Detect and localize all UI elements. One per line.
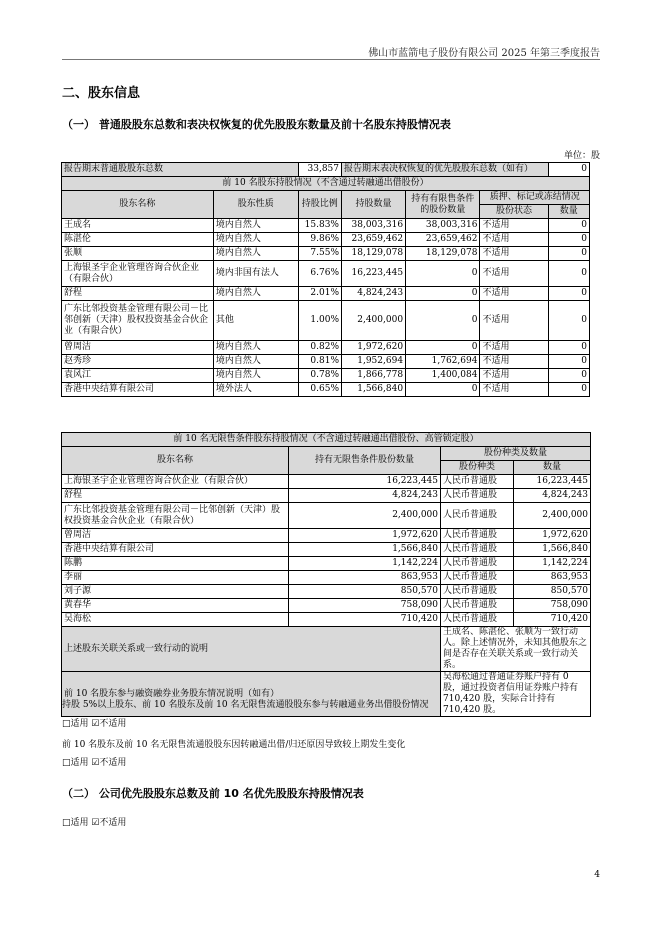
u-cell-name: 广东比邻投资基金管理有限公司－比邻创新（天津）股权投资基金合伙企业（有限合伙） bbox=[62, 503, 289, 529]
relation-row bbox=[62, 627, 591, 672]
header-amount: 持股数量 bbox=[342, 191, 406, 219]
cell-nature: 境外法人 bbox=[213, 383, 298, 397]
u-cell-name: 吴海松 bbox=[62, 613, 289, 627]
u-header-type: 股份种类 bbox=[441, 461, 514, 475]
margin-label: 前 10 名股东参与融资融券业务股东情况说明（如有） bbox=[62, 672, 441, 717]
table-row bbox=[62, 475, 591, 489]
subsection-title-2: （二） 公司优先股股东总数及前 10 名优先股股东持股情况表 bbox=[62, 787, 364, 800]
u-cell-type: 人民币普通股 bbox=[441, 585, 514, 599]
cell-nature: 其他 bbox=[213, 301, 298, 341]
u-cell-amount: 863,953 bbox=[289, 571, 441, 585]
cell-name: 广东比邻投资基金管理有限公司－比邻创新（天津）股权投资基金合伙企业（有限合伙） bbox=[62, 301, 214, 341]
u-cell-type: 人民币普通股 bbox=[441, 613, 514, 627]
table-row bbox=[62, 247, 590, 261]
cell-qty: 0 bbox=[548, 301, 589, 341]
header-name: 股东名称 bbox=[62, 191, 214, 219]
u-cell-name: 刘子源 bbox=[62, 585, 289, 599]
cell-name: 曾周洁 bbox=[62, 341, 214, 355]
cell-qty: 0 bbox=[548, 219, 589, 233]
table-row bbox=[62, 557, 591, 571]
u-cell-qty: 863,953 bbox=[514, 571, 591, 585]
u-cell-type: 人民币普通股 bbox=[441, 503, 514, 529]
u-cell-qty: 4,824,243 bbox=[514, 489, 591, 503]
cell-status: 不适用 bbox=[480, 341, 548, 355]
page-header: 佛山市蓝箭电子股份有限公司 2025 年第三季度报告 bbox=[368, 48, 600, 59]
cell-restricted: 0 bbox=[406, 287, 480, 301]
u-cell-qty: 1,972,620 bbox=[514, 529, 591, 543]
cell-status: 不适用 bbox=[480, 247, 548, 261]
cell-ratio: 15.83% bbox=[298, 219, 341, 233]
cell-restricted: 1,400,084 bbox=[406, 369, 480, 383]
u-cell-amount: 758,090 bbox=[289, 599, 441, 613]
cell-amount: 1,952,694 bbox=[342, 355, 406, 369]
cell-name: 舒程 bbox=[62, 287, 214, 301]
cell-nature: 境内自然人 bbox=[213, 233, 298, 247]
margin-text: 吴海松通过普通证券账户持有 0 股，通过投资者信用证券账户持有 710,420 股，实际合计持有 710,420 股。 bbox=[441, 672, 591, 717]
cell-amount: 4,824,243 bbox=[342, 287, 406, 301]
header-qty: 数量 bbox=[548, 205, 589, 219]
header-rule bbox=[62, 59, 600, 60]
cell-qty: 0 bbox=[548, 233, 589, 247]
summary-label-1: 报告期末普通股股东总数 bbox=[62, 163, 299, 177]
cell-status: 不适用 bbox=[480, 369, 548, 383]
header-status: 股份状态 bbox=[480, 205, 548, 219]
cell-name: 陈湛伦 bbox=[62, 233, 214, 247]
u-header-type-group: 股份种类及数量 bbox=[441, 447, 591, 461]
u-header-amount: 持有无限售条件股份数量 bbox=[289, 447, 441, 475]
u-cell-qty: 850,570 bbox=[514, 585, 591, 599]
table-row bbox=[62, 613, 591, 627]
u-cell-qty: 1,566,840 bbox=[514, 543, 591, 557]
cell-ratio: 9.86% bbox=[298, 233, 341, 247]
cell-restricted: 38,003,316 bbox=[406, 219, 480, 233]
cell-restricted: 0 bbox=[406, 301, 480, 341]
table-row bbox=[62, 301, 590, 341]
u-cell-name: 曾周洁 bbox=[62, 529, 289, 543]
u-cell-amount: 1,566,840 bbox=[289, 543, 441, 557]
cell-qty: 0 bbox=[548, 341, 589, 355]
note-change-option: □适用 ☑不适用 bbox=[62, 758, 127, 768]
relation-text: 王成名、陈湛伦、张顺为一致行动人。除上述情况外，未知其他股东之间是否存在关联关系或一致行动关系。 bbox=[441, 627, 591, 672]
note-lending: 持股 5%以上股东、前 10 名股东及前 10 名无限售流通股股东参与转融通业务出借股份情况 bbox=[62, 700, 429, 710]
cell-status: 不适用 bbox=[480, 233, 548, 247]
cell-name: 张顺 bbox=[62, 247, 214, 261]
header-ratio: 持股比例 bbox=[298, 191, 341, 219]
table-row bbox=[62, 341, 590, 355]
cell-ratio: 0.81% bbox=[298, 355, 341, 369]
cell-status: 不适用 bbox=[480, 383, 548, 397]
table-row bbox=[62, 489, 591, 503]
u-cell-name: 陈鹏 bbox=[62, 557, 289, 571]
unrestricted-shareholders-table bbox=[61, 432, 591, 717]
table-row bbox=[62, 543, 591, 557]
cell-nature: 境内自然人 bbox=[213, 369, 298, 383]
cell-amount: 16,223,445 bbox=[342, 261, 406, 287]
summary-row bbox=[62, 163, 590, 177]
cell-amount: 1,972,620 bbox=[342, 341, 406, 355]
cell-ratio: 0.82% bbox=[298, 341, 341, 355]
table-row bbox=[62, 585, 591, 599]
section-title: 二、股东信息 bbox=[62, 86, 141, 101]
summary-label-2: 报告期末表决权恢复的优先股股东总数（如有） bbox=[342, 163, 549, 177]
table-row bbox=[62, 355, 590, 369]
cell-amount: 23,659,462 bbox=[342, 233, 406, 247]
cell-qty: 0 bbox=[548, 287, 589, 301]
note-change: 前 10 名股东及前 10 名无限售流通股股东因转融通出借/归还原因导致较上期发生变化 bbox=[62, 740, 406, 750]
cell-ratio: 0.65% bbox=[298, 383, 341, 397]
cell-name: 袁风江 bbox=[62, 369, 214, 383]
u-cell-type: 人民币普通股 bbox=[441, 599, 514, 613]
note-lending-option: □适用 ☑不适用 bbox=[62, 719, 127, 729]
table-row bbox=[62, 599, 591, 613]
u-cell-qty: 16,223,445 bbox=[514, 475, 591, 489]
cell-qty: 0 bbox=[548, 247, 589, 261]
header-pledge: 质押、标记或冻结情况 bbox=[480, 191, 590, 205]
u-cell-name: 香港中央结算有限公司 bbox=[62, 543, 289, 557]
summary-value-2: 0 bbox=[548, 163, 589, 177]
cell-status: 不适用 bbox=[480, 287, 548, 301]
u-cell-qty: 758,090 bbox=[514, 599, 591, 613]
cell-restricted: 0 bbox=[406, 261, 480, 287]
u-cell-type: 人民币普通股 bbox=[441, 529, 514, 543]
top10-shareholders-table bbox=[61, 162, 590, 397]
cell-restricted: 23,659,462 bbox=[406, 233, 480, 247]
unrestricted-title: 前 10 名无限售条件股东持股情况（不含通过转融通出借股份、高管锁定股） bbox=[62, 433, 591, 447]
table-row bbox=[62, 287, 590, 301]
top10-title: 前 10 名股东持股情况（不含通过转融通出借股份） bbox=[62, 177, 590, 191]
u-cell-amount: 4,824,243 bbox=[289, 489, 441, 503]
cell-nature: 境内非国有法人 bbox=[213, 261, 298, 287]
table-row bbox=[62, 233, 590, 247]
u-cell-type: 人民币普通股 bbox=[441, 475, 514, 489]
unit-label: 单位：股 bbox=[563, 151, 600, 161]
header-nature: 股东性质 bbox=[213, 191, 298, 219]
preferred-option: □适用 ☑不适用 bbox=[62, 818, 127, 828]
header-restricted: 持有有限售条件的股份数量 bbox=[406, 191, 480, 219]
cell-status: 不适用 bbox=[480, 301, 548, 341]
u-cell-amount: 2,400,000 bbox=[289, 503, 441, 529]
table-row bbox=[62, 503, 591, 529]
cell-restricted: 0 bbox=[406, 383, 480, 397]
u-cell-name: 上海银圣宇企业管理咨询合伙企业（有限合伙） bbox=[62, 475, 289, 489]
u-cell-type: 人民币普通股 bbox=[441, 571, 514, 585]
cell-name: 香港中央结算有限公司 bbox=[62, 383, 214, 397]
cell-amount: 18,129,078 bbox=[342, 247, 406, 261]
u-header-name: 股东名称 bbox=[62, 447, 289, 475]
cell-amount: 38,003,316 bbox=[342, 219, 406, 233]
cell-ratio: 0.78% bbox=[298, 369, 341, 383]
u-cell-amount: 16,223,445 bbox=[289, 475, 441, 489]
cell-ratio: 6.76% bbox=[298, 261, 341, 287]
u-cell-name: 黄春华 bbox=[62, 599, 289, 613]
cell-name: 上海银圣宇企业管理咨询合伙企业（有限合伙） bbox=[62, 261, 214, 287]
table-row bbox=[62, 219, 590, 233]
cell-status: 不适用 bbox=[480, 355, 548, 369]
page-number: 4 bbox=[594, 870, 600, 880]
cell-qty: 0 bbox=[548, 261, 589, 287]
cell-restricted: 0 bbox=[406, 341, 480, 355]
u-cell-type: 人民币普通股 bbox=[441, 557, 514, 571]
cell-name: 赵秀珍 bbox=[62, 355, 214, 369]
cell-restricted: 1,762,694 bbox=[406, 355, 480, 369]
u-cell-qty: 1,142,224 bbox=[514, 557, 591, 571]
cell-status: 不适用 bbox=[480, 261, 548, 287]
u-cell-name: 舒程 bbox=[62, 489, 289, 503]
cell-amount: 1,566,840 bbox=[342, 383, 406, 397]
cell-restricted: 18,129,078 bbox=[406, 247, 480, 261]
cell-nature: 境内自然人 bbox=[213, 355, 298, 369]
cell-qty: 0 bbox=[548, 383, 589, 397]
cell-nature: 境内自然人 bbox=[213, 287, 298, 301]
cell-amount: 2,400,000 bbox=[342, 301, 406, 341]
u-cell-qty: 710,420 bbox=[514, 613, 591, 627]
u-cell-qty: 2,400,000 bbox=[514, 503, 591, 529]
cell-amount: 1,866,778 bbox=[342, 369, 406, 383]
subsection-title-1: （一） 普通股股东总数和表决权恢复的优先股股东数量及前十名股东持股情况表 bbox=[62, 118, 451, 131]
u-header-qty: 数量 bbox=[514, 461, 591, 475]
cell-ratio: 1.00% bbox=[298, 301, 341, 341]
relation-label: 上述股东关联关系或一致行动的说明 bbox=[62, 627, 441, 672]
cell-status: 不适用 bbox=[480, 219, 548, 233]
cell-nature: 境内自然人 bbox=[213, 341, 298, 355]
table-row bbox=[62, 571, 591, 585]
cell-nature: 境内自然人 bbox=[213, 219, 298, 233]
u-cell-amount: 1,972,620 bbox=[289, 529, 441, 543]
table-row bbox=[62, 383, 590, 397]
cell-name: 王成名 bbox=[62, 219, 214, 233]
table-row bbox=[62, 261, 590, 287]
summary-value-1: 33,857 bbox=[298, 163, 341, 177]
cell-qty: 0 bbox=[548, 369, 589, 383]
u-cell-amount: 710,420 bbox=[289, 613, 441, 627]
u-cell-type: 人民币普通股 bbox=[441, 489, 514, 503]
u-cell-name: 李丽 bbox=[62, 571, 289, 585]
table-row bbox=[62, 529, 591, 543]
cell-ratio: 2.01% bbox=[298, 287, 341, 301]
u-cell-amount: 1,142,224 bbox=[289, 557, 441, 571]
u-cell-amount: 850,570 bbox=[289, 585, 441, 599]
u-cell-type: 人民币普通股 bbox=[441, 543, 514, 557]
cell-ratio: 7.55% bbox=[298, 247, 341, 261]
cell-nature: 境内自然人 bbox=[213, 247, 298, 261]
cell-qty: 0 bbox=[548, 355, 589, 369]
table-row bbox=[62, 369, 590, 383]
